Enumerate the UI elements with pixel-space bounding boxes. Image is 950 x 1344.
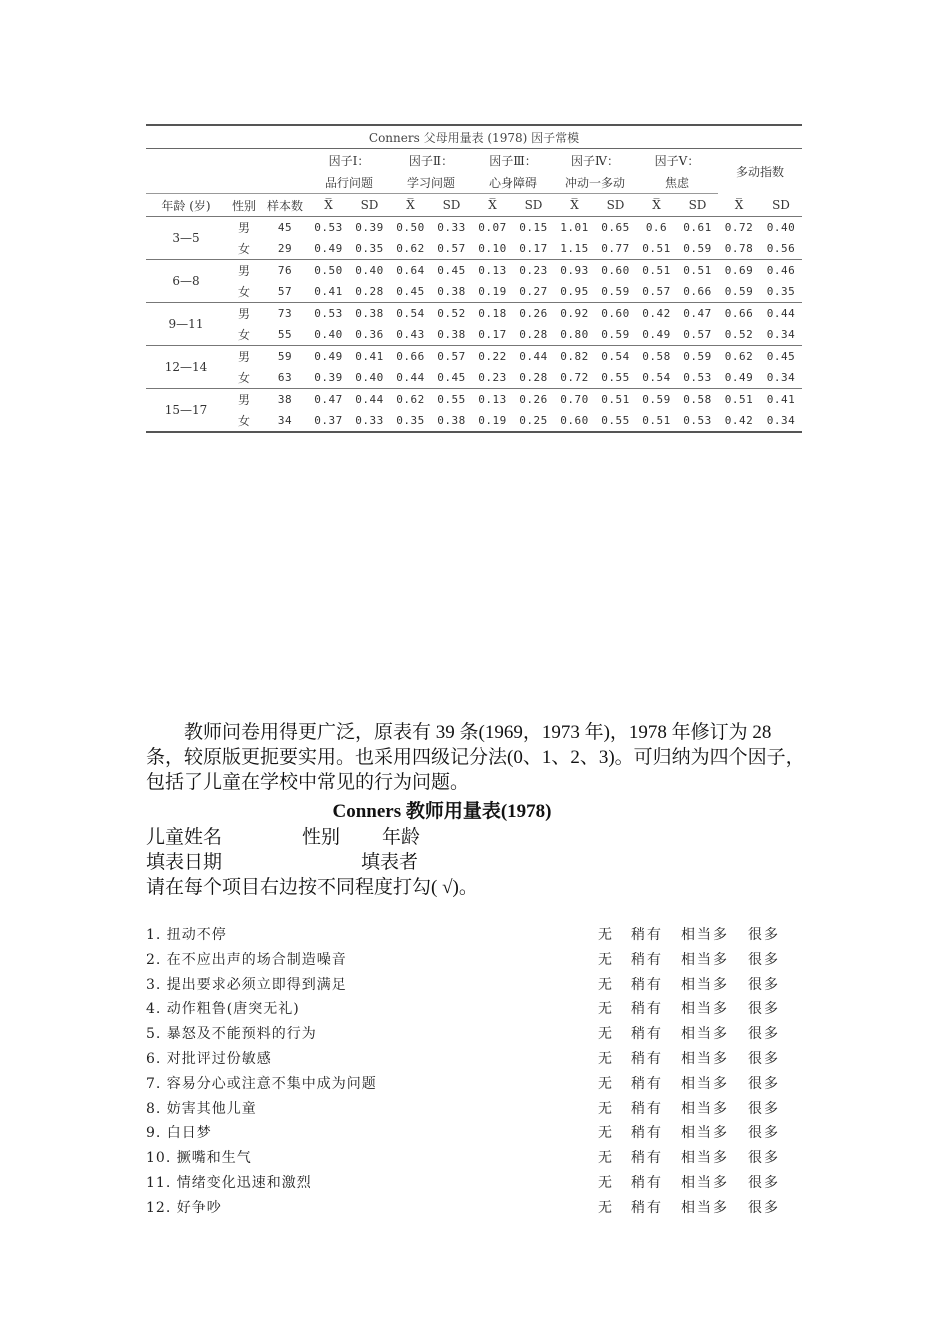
sd-value-cell: 0.60 — [601, 307, 630, 320]
sex-cell: 男 — [237, 350, 250, 364]
mean-value-cell: 0.59 — [718, 281, 760, 303]
mean-value-cell: 0.17 — [472, 324, 513, 346]
sd-value-cell: 0.44 — [519, 350, 548, 363]
rating-option-3[interactable]: 很多 — [748, 1075, 780, 1092]
rating-option-3[interactable]: 很多 — [748, 1001, 780, 1018]
rating-option-2[interactable]: 相当多 — [681, 927, 729, 943]
sd-value-cell: 0.35 — [349, 238, 390, 260]
sd-value-cell: 0.39 — [355, 221, 384, 234]
scale-item — [146, 1096, 786, 1121]
factor4-header: 因子Ⅳ： — [571, 153, 619, 168]
scale-item-text: 10. 撅嘴和生气 — [146, 1150, 252, 1167]
sex-label: 性别 — [302, 827, 341, 848]
mean-value-cell: 0.37 — [308, 410, 349, 432]
rating-option-3[interactable]: 很多 — [748, 1050, 780, 1067]
age-column-header: 年龄 (岁) — [146, 194, 226, 217]
sd-value-cell: 0.28 — [513, 367, 554, 389]
sd-value-cell: 0.59 — [683, 350, 712, 363]
sd-value-cell: 0.47 — [683, 307, 712, 320]
sd-value-cell: 0.34 — [760, 367, 802, 389]
sd-value-cell: 0.35 — [760, 281, 802, 303]
sample-size-cell: 63 — [262, 367, 308, 389]
age-group-cell: 3—5 — [146, 217, 226, 260]
rating-option-1[interactable]: 稍有 — [631, 1125, 663, 1142]
scale-item — [146, 947, 786, 972]
mean-value-cell: 0.80 — [554, 324, 595, 346]
rating-option-2[interactable]: 相当多 — [681, 1050, 729, 1067]
sd-value-cell: 0.36 — [349, 324, 390, 346]
rating-option-3[interactable]: 很多 — [748, 1199, 780, 1216]
sd-value-cell: 0.57 — [437, 350, 466, 363]
scale-item-text: 6. 对批评过份敏感 — [146, 1050, 272, 1067]
age-group-cell: 6—8 — [146, 260, 226, 303]
form-line-1 — [146, 822, 420, 849]
factor2-header: 因子Ⅱ： — [408, 153, 454, 168]
sd-value-cell: 0.77 — [595, 238, 636, 260]
child-name-label: 儿童姓名 — [146, 827, 223, 848]
factor2-name: 学习问题 — [390, 171, 472, 194]
mean-value-cell: 0.95 — [554, 281, 595, 303]
factor1-name: 品行问题 — [308, 171, 390, 194]
mean-value-cell: 0.42 — [718, 410, 760, 432]
rating-option-1[interactable]: 稍有 — [631, 951, 663, 968]
scale-item-text: 12. 好争吵 — [146, 1199, 222, 1216]
rating-option-1[interactable]: 稍有 — [631, 1026, 663, 1043]
rating-option-0[interactable]: 无 — [598, 1050, 614, 1067]
rating-option-1[interactable]: 稍有 — [631, 976, 663, 993]
mean-value-cell: 0.62 — [396, 393, 425, 406]
mean-value-cell: 0.53 — [314, 307, 343, 320]
rating-option-1[interactable]: 稍有 — [631, 1001, 663, 1018]
scale-item — [146, 1195, 786, 1220]
mean-value-cell: 0.66 — [396, 350, 425, 363]
sd-value-cell: 0.44 — [766, 307, 796, 320]
sd-value-cell: 0.34 — [760, 410, 802, 432]
mean-column-header: X̅ — [718, 194, 760, 217]
sd-column-header: SD — [431, 194, 472, 217]
mean-value-cell: 0.82 — [560, 350, 589, 363]
mean-value-cell: 0.49 — [314, 350, 343, 363]
sd-value-cell: 0.28 — [513, 324, 554, 346]
factor3-header: 因子Ⅲ： — [489, 153, 537, 168]
sd-value-cell: 0.25 — [513, 410, 554, 432]
rating-option-1[interactable]: 稍有 — [631, 1199, 663, 1216]
mean-value-cell: 0.51 — [642, 264, 671, 277]
sample-size-cell: 38 — [277, 393, 293, 406]
table-row — [146, 217, 802, 239]
sd-value-cell: 0.61 — [683, 221, 712, 234]
rating-option-1[interactable]: 稍有 — [631, 1174, 663, 1191]
sd-value-cell: 0.59 — [677, 238, 718, 260]
rating-option-3[interactable]: 很多 — [748, 951, 780, 968]
scale-item-text: 1. 扭动不停 — [146, 927, 227, 943]
mean-value-cell: 0.50 — [396, 221, 425, 234]
mean-value-cell: 0.39 — [308, 367, 349, 389]
sd-value-cell: 0.54 — [601, 350, 630, 363]
factor5-name: 焦虑 — [636, 171, 718, 194]
mean-value-cell: 0.92 — [560, 307, 589, 320]
mean-value-cell: 0.07 — [478, 221, 507, 234]
table-row — [146, 260, 802, 282]
sex-cell: 男 — [237, 307, 250, 321]
sd-value-cell: 0.38 — [431, 410, 472, 432]
sd-column-header: SD — [760, 194, 802, 217]
rating-option-0[interactable]: 无 — [598, 1075, 614, 1092]
sd-value-cell: 0.51 — [683, 264, 712, 277]
sd-value-cell: 0.40 — [766, 221, 796, 234]
rating-option-2[interactable]: 相当多 — [681, 1174, 729, 1191]
sample-size-cell: 55 — [262, 324, 308, 346]
scale-item-text: 9. 白日梦 — [146, 1125, 212, 1142]
sd-value-cell: 0.55 — [595, 410, 636, 432]
sd-value-cell: 0.57 — [431, 238, 472, 260]
sd-value-cell: 0.40 — [349, 367, 390, 389]
rating-option-1[interactable]: 稍有 — [631, 1050, 663, 1067]
sd-value-cell: 0.28 — [349, 281, 390, 303]
mean-value-cell: 0.47 — [314, 393, 343, 406]
rating-option-0[interactable]: 无 — [598, 1100, 614, 1117]
sd-value-cell: 0.65 — [601, 221, 630, 234]
mean-value-cell: 0.72 — [554, 367, 595, 389]
rating-option-1[interactable]: 稍有 — [631, 1075, 663, 1092]
mean-column-header: X̅ — [554, 194, 595, 217]
mean-value-cell: 0.54 — [636, 367, 677, 389]
scale-item — [146, 922, 786, 947]
hyperactivity-index-header: 多动指数 — [735, 164, 784, 179]
teacher-scale-item-list — [146, 922, 786, 1220]
teacher-scale-title: Conners 教师用量表(1978) — [332, 801, 552, 822]
sd-value-cell: 0.26 — [519, 307, 548, 320]
age-group-cell: 12—14 — [146, 346, 226, 389]
sd-value-cell: 0.57 — [677, 324, 718, 346]
mean-value-cell: 0.62 — [724, 350, 754, 363]
rating-option-2[interactable]: 相当多 — [681, 976, 729, 993]
mean-value-cell: 0.18 — [478, 307, 507, 320]
sex-cell: 男 — [237, 393, 250, 407]
sd-value-cell: 0.34 — [760, 324, 802, 346]
scale-item — [146, 972, 786, 997]
mean-value-cell: 0.35 — [390, 410, 431, 432]
rating-option-2[interactable]: 相当多 — [681, 1026, 729, 1043]
rating-option-3[interactable]: 很多 — [748, 1026, 780, 1043]
sex-cell: 女 — [226, 410, 262, 432]
sex-column-header: 性别 — [226, 194, 262, 217]
sample-size-cell: 76 — [277, 264, 293, 277]
rating-option-1[interactable]: 稍有 — [631, 1150, 663, 1167]
rating-option-0[interactable]: 无 — [598, 1001, 614, 1018]
rating-option-3[interactable]: 很多 — [748, 1125, 780, 1142]
sd-value-cell: 0.41 — [766, 393, 796, 406]
mean-value-cell: 0.58 — [642, 350, 671, 363]
rating-option-2[interactable]: 相当多 — [681, 951, 729, 968]
mean-value-cell: 0.52 — [718, 324, 760, 346]
sd-value-cell: 0.15 — [519, 221, 548, 234]
sd-value-cell: 0.56 — [760, 238, 802, 260]
rating-option-3[interactable]: 很多 — [748, 927, 780, 943]
mean-value-cell: 0.59 — [642, 393, 671, 406]
conners-parent-norm-table — [146, 124, 802, 433]
mean-value-cell: 0.19 — [472, 281, 513, 303]
scale-item — [146, 1170, 786, 1195]
scale-item — [146, 996, 786, 1021]
rating-option-0[interactable]: 无 — [598, 1125, 614, 1142]
rating-option-1[interactable]: 稍有 — [631, 1100, 663, 1117]
mean-value-cell: 0.22 — [478, 350, 507, 363]
mean-column-header: X̅ — [472, 194, 513, 217]
sd-value-cell: 0.38 — [431, 324, 472, 346]
sd-value-cell: 0.66 — [677, 281, 718, 303]
mean-value-cell: 0.13 — [478, 393, 507, 406]
sd-value-cell: 0.51 — [601, 393, 630, 406]
sample-size-cell: 29 — [262, 238, 308, 260]
sample-size-cell: 45 — [277, 221, 293, 234]
table-row — [146, 346, 802, 368]
mean-value-cell: 0.78 — [718, 238, 760, 260]
mean-value-cell: 0.44 — [390, 367, 431, 389]
sd-value-cell: 0.52 — [437, 307, 466, 320]
sd-value-cell: 0.55 — [595, 367, 636, 389]
mean-value-cell: 0.64 — [396, 264, 425, 277]
scale-item — [146, 1046, 786, 1071]
filler-label: 填表者 — [361, 852, 419, 873]
sd-value-cell: 0.38 — [431, 281, 472, 303]
sd-value-cell: 0.59 — [595, 281, 636, 303]
sex-cell: 男 — [237, 221, 250, 235]
age-group-cell: 15—17 — [146, 389, 226, 433]
sex-cell: 女 — [226, 324, 262, 346]
scale-item-text: 7. 容易分心或注意不集中成为问题 — [146, 1075, 377, 1092]
table-row — [146, 324, 802, 346]
factor4-name: 冲动一多动 — [554, 171, 636, 194]
mean-value-cell: 0.51 — [724, 393, 754, 406]
mean-value-cell: 0.57 — [636, 281, 677, 303]
table-row — [146, 303, 802, 325]
sd-value-cell: 0.38 — [355, 307, 384, 320]
scale-item — [146, 1021, 786, 1046]
sd-value-cell: 0.45 — [437, 264, 466, 277]
mean-value-cell: 0.42 — [642, 307, 671, 320]
table-row — [146, 281, 802, 303]
mean-value-cell: 0.41 — [308, 281, 349, 303]
sample-size-cell: 34 — [262, 410, 308, 432]
sd-value-cell: 0.46 — [766, 264, 796, 277]
mean-column-header: X̅ — [390, 194, 431, 217]
rating-option-2[interactable]: 相当多 — [681, 1125, 729, 1142]
rating-option-3[interactable]: 很多 — [748, 1150, 780, 1167]
mean-value-cell: 0.62 — [390, 238, 431, 260]
rating-option-3[interactable]: 很多 — [748, 976, 780, 993]
sd-value-cell: 0.26 — [519, 393, 548, 406]
rating-option-2[interactable]: 相当多 — [681, 1199, 729, 1216]
sd-value-cell: 0.60 — [601, 264, 630, 277]
rating-option-0[interactable]: 无 — [598, 1150, 614, 1167]
factor1-header: 因子Ⅰ： — [328, 153, 370, 168]
sd-value-cell: 0.58 — [683, 393, 712, 406]
mean-value-cell: 1.01 — [560, 221, 589, 234]
sd-value-cell: 0.55 — [437, 393, 466, 406]
scale-item-text: 4. 动作粗鲁(唐突无礼) — [146, 1001, 300, 1018]
intro-paragraph: 教师问卷用得更广泛，原表有 39 条(1969，1973 年)，1978 年修订为 28 条，较原版更扼要实用。也采用四级记分法(0、1、2、3)。可归纳为四个因子，包括了儿童在学校中常见的行为问题。 — [146, 722, 805, 793]
sd-column-header: SD — [513, 194, 554, 217]
scale-item-text: 5. 暴怒及不能预料的行为 — [146, 1026, 317, 1043]
sd-column-header: SD — [349, 194, 390, 217]
sd-value-cell: 0.41 — [355, 350, 384, 363]
rating-option-0[interactable]: 无 — [598, 951, 614, 968]
rating-option-0[interactable]: 无 — [598, 1174, 614, 1191]
mean-value-cell: 0.66 — [724, 307, 754, 320]
factor5-header: 因子Ⅴ： — [654, 153, 700, 168]
mean-value-cell: 0.13 — [478, 264, 507, 277]
sex-cell: 女 — [226, 367, 262, 389]
scale-item-text: 11. 情绪变化迅速和激烈 — [146, 1174, 312, 1191]
table-row — [146, 410, 802, 432]
mean-value-cell: 0.50 — [314, 264, 343, 277]
factor3-name: 心身障碍 — [472, 171, 554, 194]
sd-value-cell: 0.45 — [766, 350, 796, 363]
mean-value-cell: 0.19 — [472, 410, 513, 432]
rating-option-2[interactable]: 相当多 — [681, 1001, 729, 1018]
mean-value-cell: 0.10 — [472, 238, 513, 260]
sample-size-cell: 57 — [262, 281, 308, 303]
mean-value-cell: 0.70 — [560, 393, 589, 406]
mean-value-cell: 0.69 — [724, 264, 754, 277]
age-group-cell: 9—11 — [146, 303, 226, 346]
sd-value-cell: 0.59 — [595, 324, 636, 346]
mean-value-cell: 1.15 — [554, 238, 595, 260]
scale-item-text: 3. 提出要求必须立即得到满足 — [146, 976, 347, 993]
mean-value-cell: 0.53 — [314, 221, 343, 234]
mean-value-cell: 0.6 — [645, 221, 668, 234]
rating-option-3[interactable]: 很多 — [748, 1100, 780, 1117]
mean-column-header: X̅ — [308, 194, 349, 217]
rating-option-2[interactable]: 相当多 — [681, 1075, 729, 1092]
mean-value-cell: 0.51 — [636, 410, 677, 432]
sex-cell: 男 — [237, 264, 250, 278]
table-row — [146, 238, 802, 260]
sd-value-cell: 0.40 — [355, 264, 384, 277]
sd-value-cell: 0.33 — [349, 410, 390, 432]
sample-size-column-header: 样本数 — [262, 194, 308, 217]
sex-cell: 女 — [226, 281, 262, 303]
scale-item — [146, 1145, 786, 1170]
scale-item — [146, 1120, 786, 1145]
mean-value-cell: 0.72 — [724, 221, 754, 234]
sample-size-cell: 73 — [277, 307, 293, 320]
rating-option-1[interactable]: 稍有 — [631, 927, 663, 943]
sex-cell: 女 — [226, 238, 262, 260]
sd-value-cell: 0.27 — [513, 281, 554, 303]
mean-value-cell: 0.93 — [560, 264, 589, 277]
rating-option-2[interactable]: 相当多 — [681, 1100, 729, 1117]
mean-value-cell: 0.49 — [308, 238, 349, 260]
mean-value-cell: 0.43 — [390, 324, 431, 346]
rating-option-2[interactable]: 相当多 — [681, 1150, 729, 1167]
sd-column-header: SD — [677, 194, 718, 217]
mean-value-cell: 0.49 — [636, 324, 677, 346]
scale-item-text: 2. 在不应出声的场合制造噪音 — [146, 951, 347, 968]
mean-value-cell: 0.49 — [718, 367, 760, 389]
mean-value-cell: 0.51 — [636, 238, 677, 260]
rating-option-3[interactable]: 很多 — [748, 1174, 780, 1191]
sd-value-cell: 0.23 — [519, 264, 548, 277]
sd-column-header: SD — [595, 194, 636, 217]
rating-option-0[interactable]: 无 — [598, 1199, 614, 1216]
rating-option-0[interactable]: 无 — [598, 927, 614, 943]
instruction-text: 请在每个项目右边按不同程度打勾( √)。 — [146, 877, 478, 898]
age-label: 年龄 — [382, 827, 421, 848]
scale-item-text: 8. 妨害其他儿童 — [146, 1100, 257, 1117]
table-row — [146, 389, 802, 411]
scale-item — [146, 1071, 786, 1096]
rating-option-0[interactable]: 无 — [598, 976, 614, 993]
form-line-2 — [146, 847, 418, 874]
table-title: Conners 父母用量表 (1978) 因子常模 — [146, 125, 802, 149]
sd-value-cell: 0.33 — [437, 221, 466, 234]
mean-value-cell: 0.23 — [472, 367, 513, 389]
sd-value-cell: 0.17 — [513, 238, 554, 260]
mean-value-cell: 0.54 — [396, 307, 425, 320]
mean-value-cell: 0.45 — [390, 281, 431, 303]
sample-size-cell: 59 — [277, 350, 293, 363]
mean-value-cell: 0.60 — [554, 410, 595, 432]
fill-date-label: 填表日期 — [146, 852, 223, 873]
rating-option-0[interactable]: 无 — [598, 1026, 614, 1043]
sd-value-cell: 0.53 — [677, 367, 718, 389]
sd-value-cell: 0.53 — [677, 410, 718, 432]
sd-value-cell: 0.44 — [355, 393, 384, 406]
mean-column-header: X̅ — [636, 194, 677, 217]
mean-value-cell: 0.40 — [308, 324, 349, 346]
sd-value-cell: 0.45 — [431, 367, 472, 389]
table-row — [146, 367, 802, 389]
